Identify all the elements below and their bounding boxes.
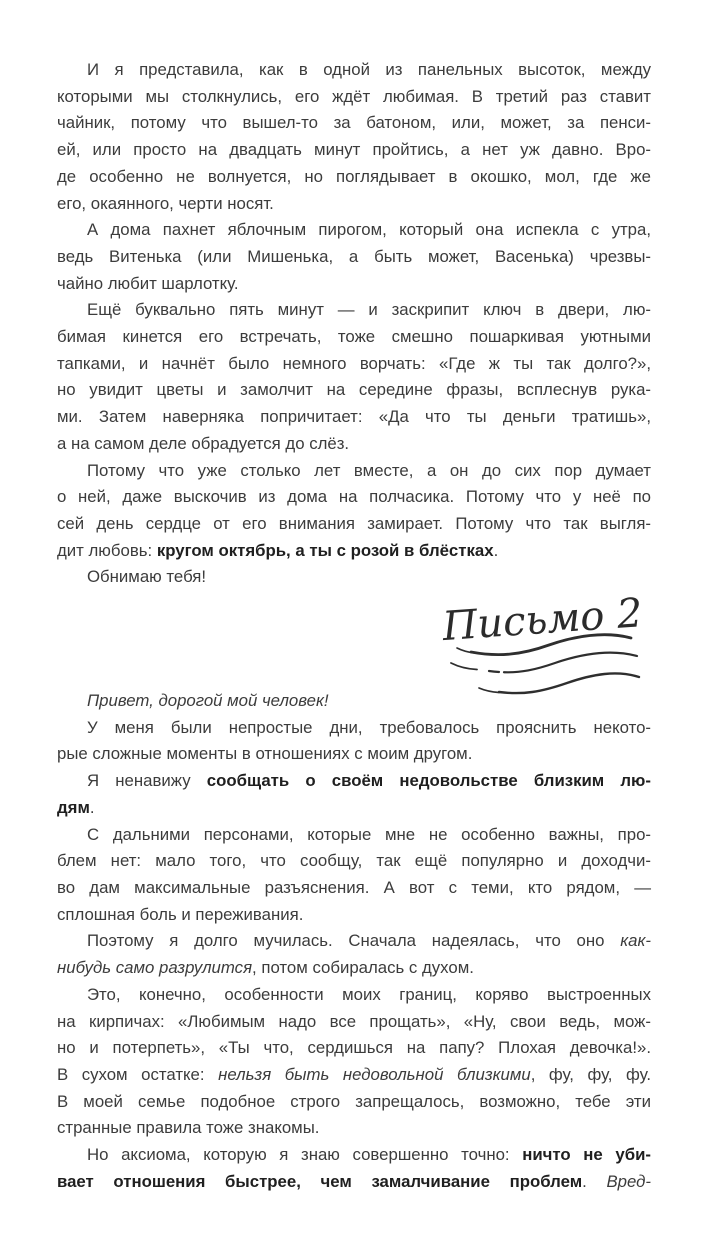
text-line <box>57 191 651 218</box>
text-run: во дам максимальные разъяснения. А вот с теми, кто рядом, — <box>57 877 651 897</box>
italic-text-run: нельзя быть недовольной близкими <box>218 1064 531 1084</box>
text-line <box>57 848 651 875</box>
text-line <box>57 1009 651 1036</box>
text-run: , фу, фу, фу. <box>530 1064 652 1084</box>
text-line <box>57 822 651 849</box>
text-run: И я представила, как в одной из панельных высоток, между <box>87 60 651 79</box>
text-line <box>57 57 651 84</box>
text-run: чайно любит шарлотку. <box>57 273 239 293</box>
text-line <box>57 351 651 378</box>
paragraph <box>57 458 651 565</box>
text-line <box>57 1169 651 1196</box>
paragraph <box>57 822 651 929</box>
bold-text-run: сообщать о своём недовольстве близким лю- <box>206 771 651 791</box>
text-line <box>57 768 651 795</box>
text-line <box>57 458 651 485</box>
text-run: но и потерпеть», «Ты что, сердишься на папу? Плохая девочка!». <box>57 1038 651 1058</box>
text-run: Обнимаю тебя! <box>87 567 207 587</box>
wave-line-2a <box>451 663 477 670</box>
text-run: рые сложные моменты в отношениях с моим другом. <box>57 744 473 764</box>
text-run: Ещё буквально пять минут — и заскрипит ключ в двери, лю- <box>87 300 651 320</box>
italic-text-run: нибудь само разрулится <box>57 958 253 978</box>
text-run: Но аксиома, которую я знаю совершенно точно: <box>87 1145 523 1165</box>
wave-line-3a <box>479 688 499 693</box>
letter-heading-title: Письмо 2 <box>440 590 644 651</box>
text-run: . <box>89 797 95 817</box>
text-run: Поэтому я долго мучилась. Сначала надеялась, что оно <box>87 931 621 951</box>
text-run: . <box>493 540 499 560</box>
paragraph <box>57 768 651 821</box>
text-run: А дома пахнет яблочным пирогом, который она испекла с утра, <box>87 220 651 240</box>
text-run: ведь Витенька (или Мишенька, а быть может, Васенька) чрезвы- <box>57 246 651 266</box>
text-line <box>57 564 651 591</box>
text-run: сплошная боль и переживания. <box>57 904 304 924</box>
text-line <box>57 795 651 822</box>
text-line <box>57 955 651 982</box>
text-line <box>57 1115 651 1142</box>
text-line <box>57 715 651 742</box>
paragraph <box>57 1142 651 1195</box>
text-line <box>57 982 651 1009</box>
bold-text-run: кругом октябрь, а ты с розой в блёстках <box>156 540 494 560</box>
text-line <box>57 875 651 902</box>
text-line <box>57 511 651 538</box>
bold-text-run: дям <box>57 797 90 817</box>
text-run: дит любовь: <box>57 540 157 560</box>
text-line <box>57 1089 651 1116</box>
text-line <box>57 1142 651 1169</box>
text-line <box>57 484 651 511</box>
text-run: на кирпичах: «Любимым надо все прощать», «Ну, свои ведь, мож- <box>57 1011 651 1031</box>
paragraph <box>57 217 651 297</box>
text-line <box>57 377 651 404</box>
text-run: В сухом остатке: <box>57 1064 219 1084</box>
text-run: бимая кинется его встречать, тоже смешно пошаркивая уютными <box>57 327 651 347</box>
paragraph <box>57 57 651 217</box>
text-line <box>57 244 651 271</box>
text-line <box>57 404 651 431</box>
text-run: о ней, даже выскочив из дома на полчасика. Потому что у неё по <box>57 487 651 507</box>
text-line <box>57 297 651 324</box>
text-run: У меня были непростые дни, требовалось прояснить некото- <box>87 717 651 737</box>
text-line <box>57 84 651 111</box>
text-line <box>57 902 651 929</box>
paragraph <box>57 715 651 768</box>
text-run: блем нет: мало того, что сообщу, так ещё популярно и доходчи- <box>57 851 651 871</box>
text-run: тапками, и начнёт было немного ворчать: «Где ж ты так долго?», <box>57 353 651 373</box>
wave-line-2b <box>489 653 637 673</box>
text-run: его, окаянного, черти носят. <box>57 193 274 213</box>
text-line <box>57 164 651 191</box>
text-line <box>57 1062 651 1089</box>
text-run: , потом собиралась с духом. <box>252 958 474 978</box>
text-run: Потому что уже столько лет вместе, а он до сих пор думает <box>87 460 651 480</box>
text-section-top <box>57 0 651 591</box>
text-line <box>57 271 651 298</box>
paragraph <box>57 564 651 591</box>
letter-heading-decoration <box>440 590 653 709</box>
text-run: Это, конечно, особенности моих границ, коряво выстроенных <box>87 984 651 1004</box>
text-section-bottom <box>57 688 651 1195</box>
paragraph <box>57 982 651 1142</box>
text-run: странные правила тоже знакомы. <box>57 1118 320 1138</box>
text-line <box>57 110 651 137</box>
text-line <box>57 538 651 565</box>
text-run: де особенно не волнуется, но поглядывает в окошко, мол, где же <box>57 166 651 186</box>
letter-heading <box>57 591 651 688</box>
text-run: ми. Затем наверняка попричитает: «Да что ты деньги тратишь», <box>57 407 651 427</box>
text-line <box>57 217 651 244</box>
text-run: чайник, потому что вышел-то за батоном, или, может, за пенси- <box>57 113 651 133</box>
wave-line-3b <box>499 673 639 693</box>
bold-text-run: вает отношения быстрее, чем замалчивание проблем <box>57 1171 583 1191</box>
text-run: С дальними персонами, которые мне не особенно важны, про- <box>87 824 651 844</box>
text-run: . <box>582 1171 607 1191</box>
text-line <box>57 431 651 458</box>
italic-text-run: как- <box>620 931 651 951</box>
text-line <box>57 1035 651 1062</box>
paragraph <box>57 297 651 457</box>
paragraph <box>57 928 651 981</box>
text-run: ей, или просто на двадцать минут пройтись, а нет уж давно. Вро- <box>57 140 651 160</box>
text-run: но увидит цветы и замолчит на середине фразы, всплеснув рука- <box>57 380 651 400</box>
text-run: а на самом деле обрадуется до слёз. <box>57 433 350 453</box>
text-run: сей день сердце от его внимания замирает. Потому что так выгля- <box>57 513 651 533</box>
text-line <box>57 324 651 351</box>
text-line <box>57 741 651 768</box>
text-run: которыми мы столкнулись, его ждёт любимая. В третий раз ставит <box>57 86 651 106</box>
bold-text-run: ничто не уби- <box>522 1145 651 1165</box>
italic-text-run: Привет, дорогой мой человек! <box>87 691 329 711</box>
italic-text-run: Вред- <box>606 1171 651 1191</box>
text-run: В моей семье подобное строго запрещалось, возможно, тебе эти <box>57 1091 651 1111</box>
text-line <box>57 928 651 955</box>
text-run: Я ненавижу <box>87 771 207 791</box>
text-line <box>57 137 651 164</box>
